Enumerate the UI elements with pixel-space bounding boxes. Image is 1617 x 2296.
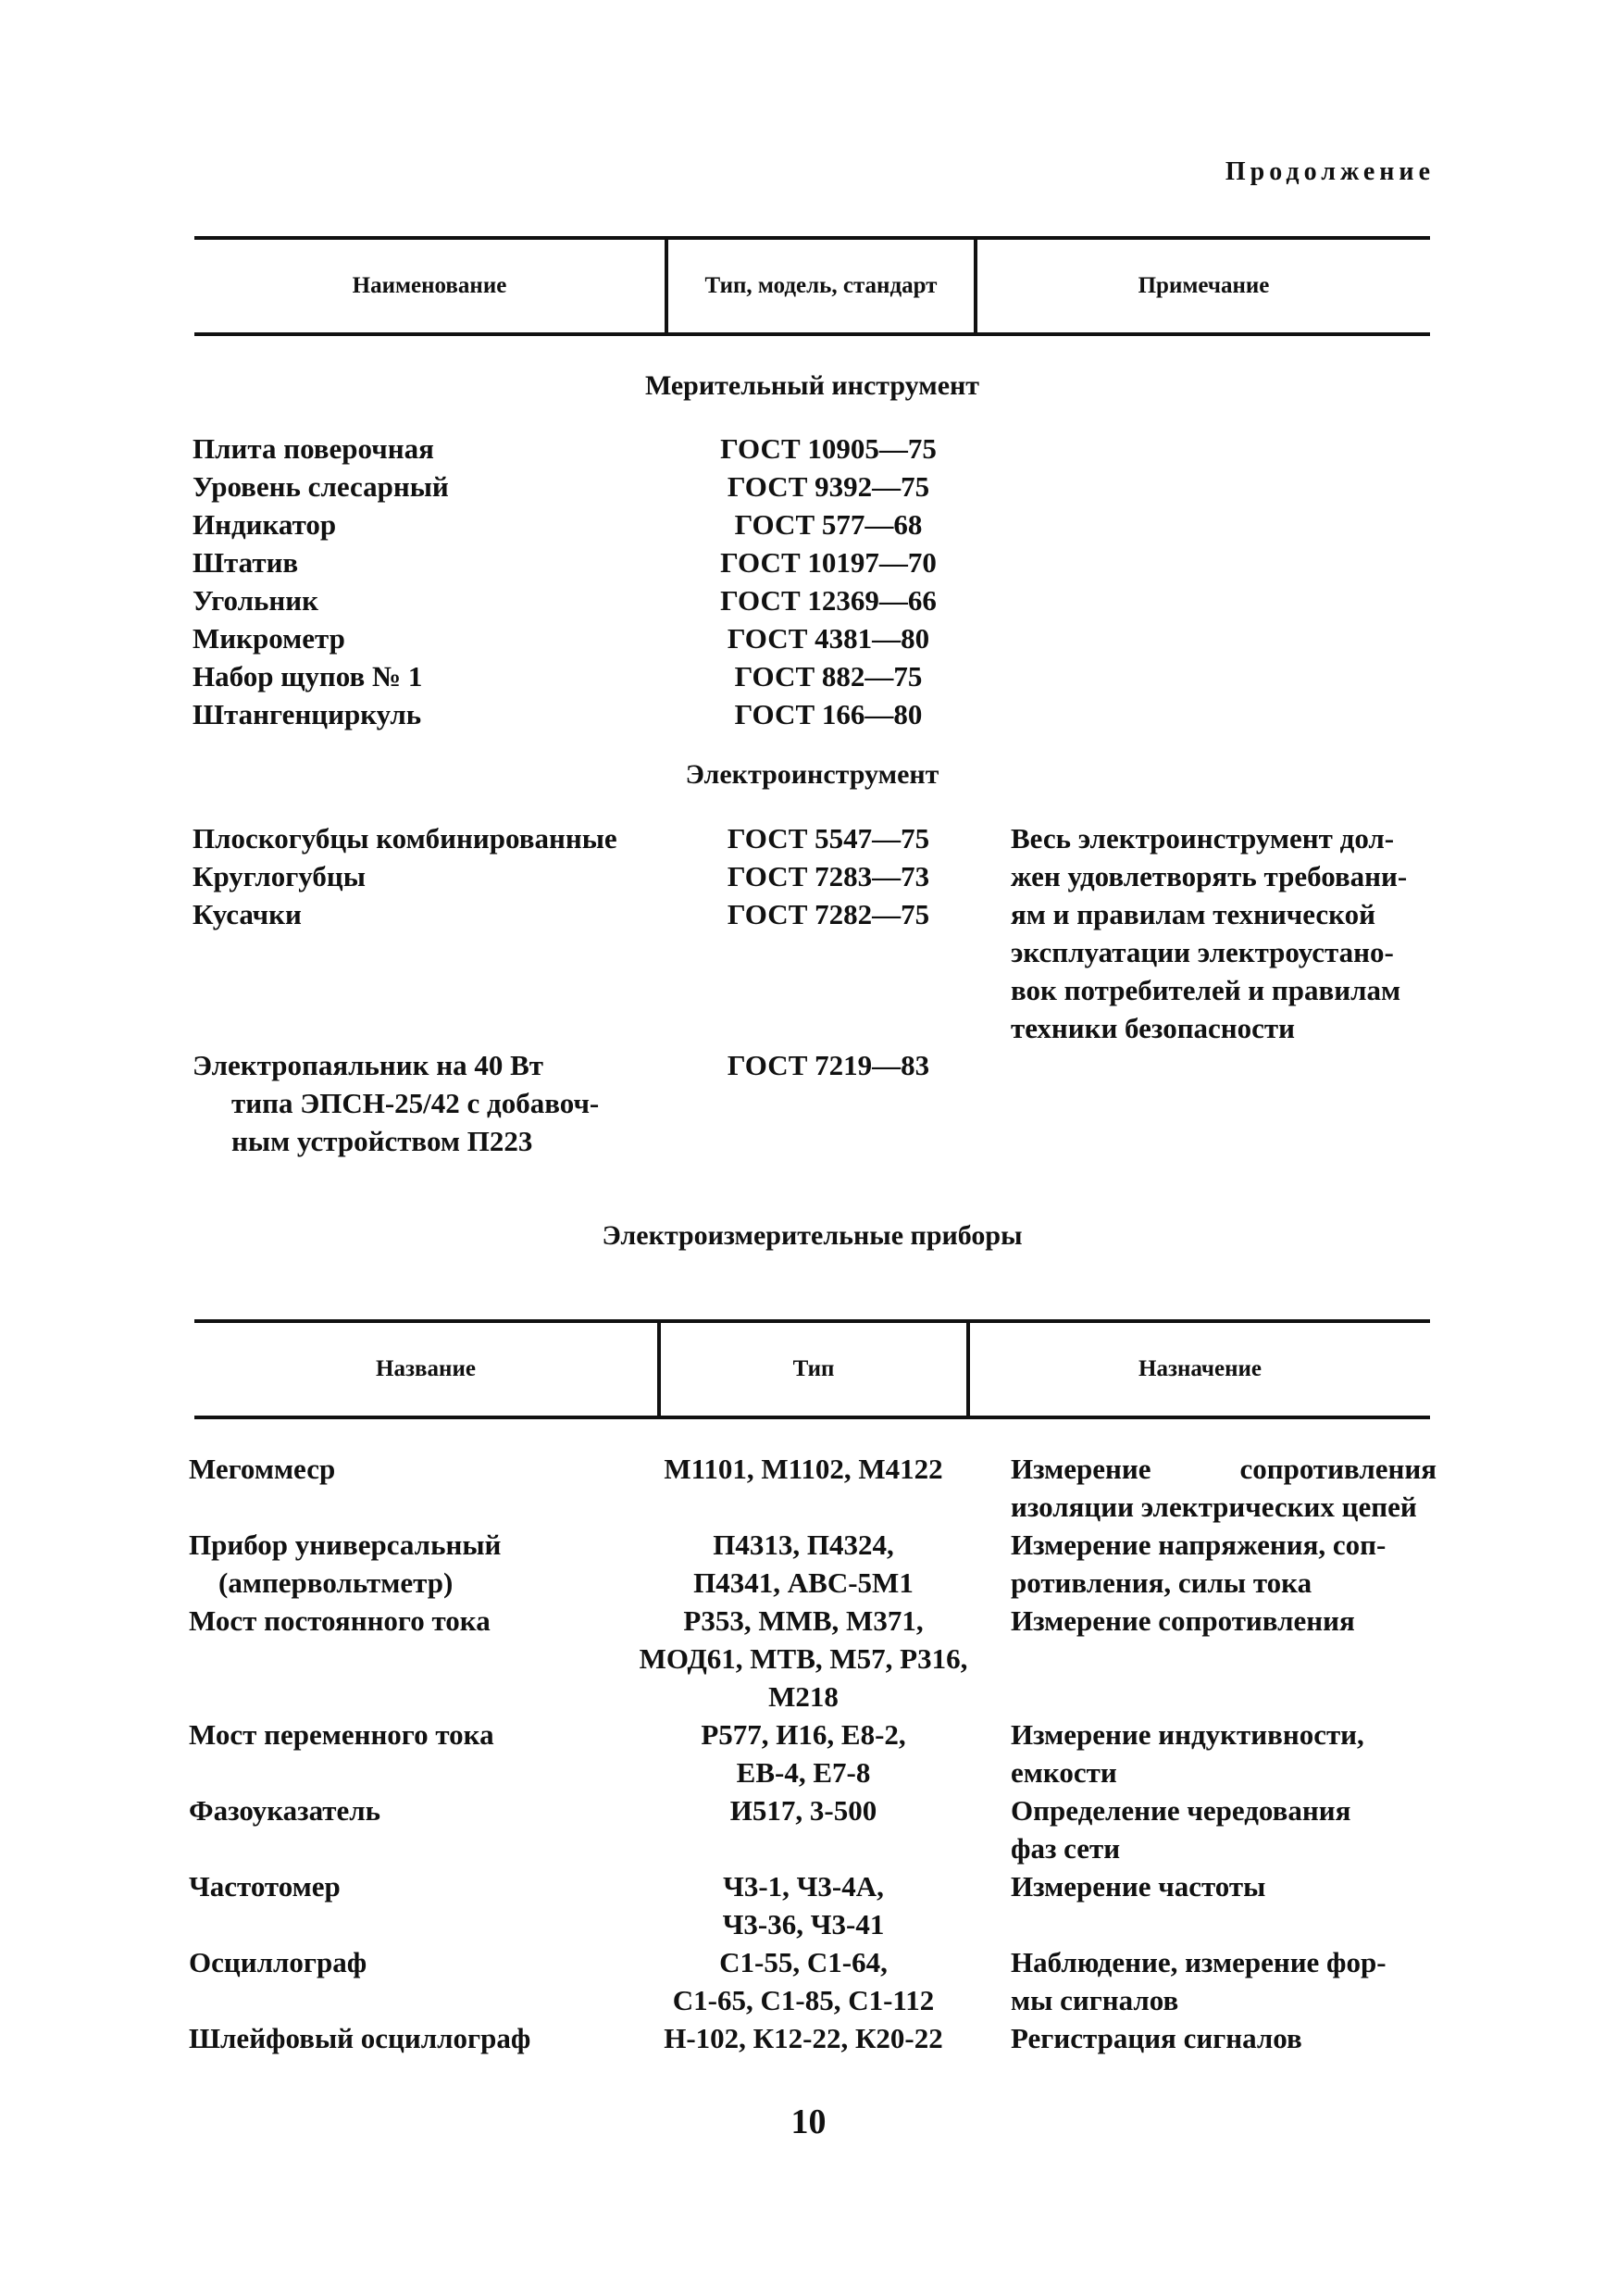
tool-name: Штатив	[193, 546, 299, 579]
device-type: ЕВ-4, Е7-8	[736, 1756, 871, 1789]
note-line: ям и правилам технической	[1011, 898, 1375, 930]
note-line: техники безопасности	[1011, 1012, 1296, 1044]
tool-standard: ГОСТ 882—75	[734, 660, 923, 693]
table1-header-name: Наименование	[352, 273, 507, 298]
tool-standard: ГОСТ 7282—75	[727, 898, 930, 930]
device-type: Р577, И16, Е8-2,	[701, 1718, 906, 1751]
note-line: эксплуатации электроустано-	[1011, 936, 1394, 968]
device-purpose: Регистрация сигналов	[1011, 2022, 1302, 2054]
tool-name: Микрометр	[193, 622, 345, 655]
tool-standard: ГОСТ 4381—80	[727, 622, 930, 655]
device-name: Мегоммеср	[189, 1453, 336, 1485]
device-name: Мост постоянного тока	[189, 1604, 491, 1637]
tool-name: Кусачки	[193, 898, 302, 930]
section-title-measuring-tools: Мерительный инструмент	[644, 370, 980, 401]
device-type: Ч3-1, Ч3-4А,	[723, 1870, 884, 1903]
tool-standard: ГОСТ 7219—83	[727, 1049, 930, 1081]
tool-standard: ГОСТ 10905—75	[720, 432, 937, 465]
device-type: Р353, ММВ, М371,	[683, 1604, 924, 1637]
device-type: МОД61, МТВ, М57, Р316,	[639, 1642, 968, 1675]
tool-name-line: типа ЭПСН-25/42 с добавоч-	[231, 1087, 600, 1119]
tool-name: Плита поверочная	[193, 432, 434, 465]
tool-name: Набор щупов № 1	[193, 660, 423, 693]
device-purpose: Измерение индуктивности,	[1011, 1718, 1364, 1751]
tool-name: Плоскогубцы комбинированные	[193, 822, 617, 855]
tool-name: Круглогубцы	[193, 860, 366, 892]
table2-title: Электроизмерительные приборы	[602, 1220, 1023, 1251]
device-name: Шлейфовый осциллограф	[189, 2022, 531, 2054]
table2-header	[194, 1319, 1430, 1419]
device-name: Частотомер	[189, 1870, 341, 1903]
table2-header-type: Тип	[792, 1356, 835, 1381]
table2-header-purpose: Назначение	[1138, 1356, 1262, 1381]
device-type: С1-55, С1-64,	[719, 1946, 888, 1978]
device-purpose: Наблюдение, измерение фор-	[1011, 1946, 1387, 1978]
device-purpose: ротивления, силы тока	[1011, 1566, 1312, 1599]
tool-standard: ГОСТ 7283—73	[727, 860, 930, 892]
tool-standard: ГОСТ 9392—75	[727, 470, 930, 503]
device-type: С1-65, С1-85, С1-112	[672, 1984, 935, 2016]
tool-standard: ГОСТ 577—68	[734, 508, 923, 541]
device-type: Ч3-36, Ч3-41	[722, 1908, 885, 1940]
device-purpose: емкости	[1011, 1756, 1117, 1789]
device-name: Мост переменного тока	[189, 1718, 494, 1751]
tool-standard: ГОСТ 10197—70	[720, 546, 937, 579]
note-line: жен удовлетворять требовани-	[1011, 860, 1408, 892]
note-line: вок потребителей и правилам	[1011, 974, 1401, 1006]
device-type: М218	[768, 1680, 839, 1713]
tool-standard: ГОСТ 5547—75	[727, 822, 930, 855]
device-name: Фазоуказатель	[189, 1794, 381, 1827]
device-type: Н-102, К12-22, К20-22	[664, 2022, 943, 2054]
tool-standard: ГОСТ 12369—66	[720, 584, 937, 617]
tool-name: Угольник	[193, 584, 318, 617]
table1-header	[194, 236, 1430, 336]
device-purpose: Измерение частоты	[1011, 1870, 1266, 1903]
device-purpose: Измерение сопротивления	[1011, 1604, 1355, 1637]
device-purpose: изоляции электрических цепей	[1011, 1491, 1417, 1523]
section-title-electric-tools: Электроинструмент	[685, 759, 939, 790]
device-purpose: мы сигналов	[1011, 1984, 1179, 2016]
tool-name: Индикатор	[193, 508, 337, 541]
device-name: (ампервольтметр)	[218, 1566, 454, 1599]
note-line: Весь электроинструмент дол-	[1011, 822, 1395, 855]
device-name: Осциллограф	[189, 1946, 367, 1978]
table1-header-type: Тип, модель, стандарт	[704, 273, 938, 298]
tool-name: Штангенциркуль	[193, 698, 422, 730]
device-purpose: Определение чередования	[1011, 1794, 1351, 1827]
table2-header-name: Название	[376, 1356, 476, 1381]
tool-name-line: ным устройством П223	[231, 1125, 533, 1157]
device-type: И517, 3-500	[729, 1794, 877, 1827]
device-purpose: Измерение напряжения, соп-	[1011, 1529, 1387, 1561]
device-type: П4341, АВС-5М1	[693, 1566, 914, 1599]
continuation-label: Продолжение	[1225, 157, 1435, 186]
device-purpose: фаз сети	[1011, 1832, 1121, 1865]
device-type: М1101, М1102, М4122	[664, 1453, 943, 1485]
device-name: Прибор универсальный	[189, 1529, 502, 1561]
tool-standard: ГОСТ 166—80	[734, 698, 923, 730]
tool-name: Уровень слесарный	[193, 470, 449, 503]
device-purpose: Измерение сопротивления	[1011, 1453, 1437, 1485]
tool-name-line: Электропаяльник на 40 Вт	[193, 1049, 543, 1081]
page-number: 10	[790, 2103, 827, 2141]
table1-header-note: Примечание	[1138, 273, 1270, 298]
device-type: П4313, П4324,	[713, 1529, 894, 1561]
